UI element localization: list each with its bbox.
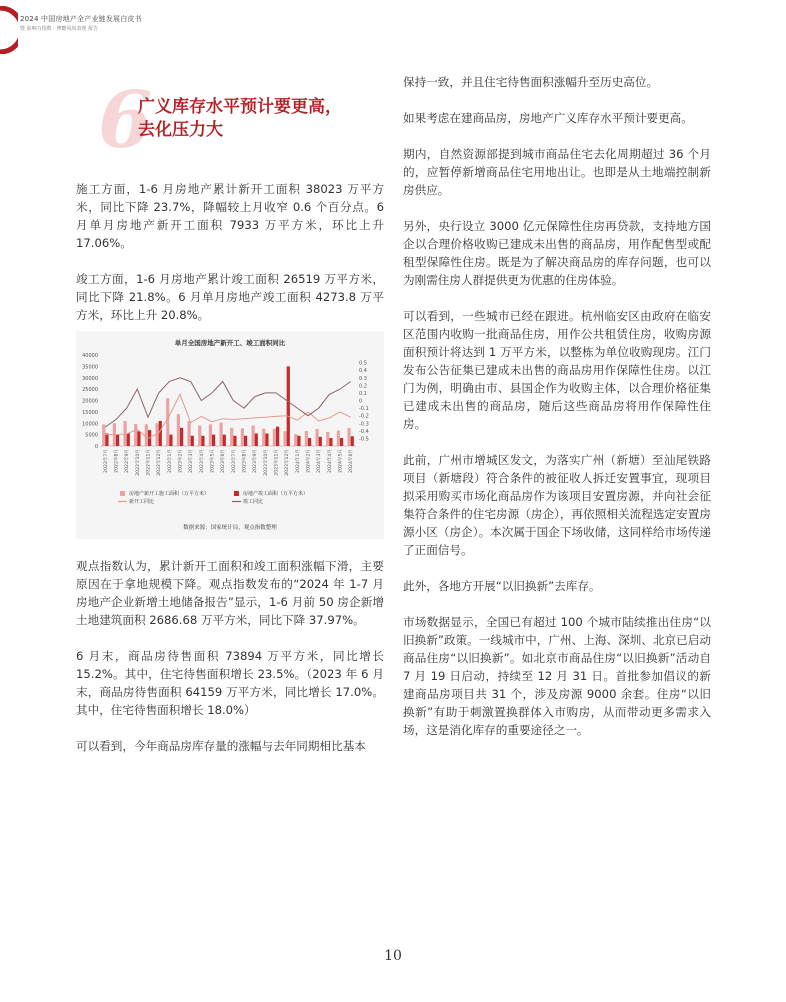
x-axis-tick-label: 2024年3月 — [317, 449, 323, 473]
right-axis-tick-label: -0.1 — [359, 406, 369, 413]
bar — [180, 428, 183, 446]
right-column — [403, 73, 711, 739]
x-axis-tick-label: 2023年7月 — [231, 449, 237, 473]
bar — [166, 398, 169, 446]
right-axis-tick-label: 0 — [359, 398, 363, 405]
bar — [294, 434, 297, 446]
x-axis-tick-label: 2024年2月 — [306, 449, 312, 473]
chart-source: 数据来源：国家统计局，观点指数整理 — [183, 525, 277, 531]
bar — [177, 414, 180, 446]
x-axis-tick-label: 2022年7月 — [103, 449, 109, 473]
bar — [297, 436, 300, 446]
x-axis-tick-label: 2023年10月 — [263, 449, 269, 476]
bar — [201, 436, 204, 446]
bar — [283, 431, 286, 446]
left-axis-tick-label: 15000 — [82, 409, 98, 416]
x-axis-tick-label: 2024年1月 — [295, 449, 301, 473]
right-axis-tick-label: 0.4 — [359, 368, 367, 375]
x-axis-tick-label: 2023年9月 — [253, 449, 259, 473]
section-title — [138, 96, 378, 142]
paragraph: 6 月末，商品房待售面积 73894 万平方米，同比增长 15.2%。其中，住宅待售面积增长 23.5%。（2023 年 6 月末，商品房待售面积 64159 万平方米，同比增长 17.0%。其中，住宅待售面积增长 18.0%） — [76, 649, 384, 717]
x-axis-tick-label: 2023年12月 — [285, 449, 291, 476]
bar — [127, 433, 130, 446]
left-axis-tick-label: 20000 — [82, 398, 98, 405]
bar — [191, 436, 194, 446]
x-axis-tick-label: 2023年6月 — [221, 449, 227, 473]
chart-title: 单月全国房地产新开工、竣工面积同比 — [174, 339, 286, 347]
x-axis-tick-label: 2024年5月 — [338, 449, 344, 473]
left-axis-tick-label: 30000 — [82, 375, 98, 382]
bar — [273, 429, 276, 446]
x-axis-tick-label: 2024年4月 — [327, 449, 333, 473]
left-axis-tick-label: 40000 — [82, 353, 98, 359]
header-subtitle: 暨 影响力指数 · 博鳌风尚表现 报告 — [20, 26, 98, 32]
legend-label: 房地产竣工面积（万平方米） — [243, 491, 309, 497]
x-axis-tick-label: 2024年6月 — [349, 449, 355, 473]
right-axis-tick-label: -0.2 — [359, 413, 369, 420]
bar — [326, 432, 329, 446]
bar — [319, 437, 322, 446]
paragraph: 另外，央行设立 3000 亿元保障性住房再贷款，支持地方国企以合理价格收购已建成未出售的商品房，用作配售型或配租型保障性住房。既是为了解决商品房的库存问题，也可以为刚需住房人群提供更为优惠的住房体验。 — [403, 219, 711, 287]
bar — [230, 428, 233, 446]
bar — [159, 421, 162, 446]
x-axis-tick-label: 2023年4月 — [199, 449, 205, 473]
paragraph: 施工方面，1-6 月房地产累计新开工面积 38023 万平方米，同比下降 23.7%，降幅较上月收窄 0.6 个百分点。6 月单月房地产新开工面积 7933 万平方米，环比上升 17.06%。 — [76, 182, 384, 250]
right-axis-tick-label: 0.2 — [359, 383, 367, 390]
bar — [329, 438, 332, 446]
x-axis-tick-label: 2022年11月 — [146, 449, 152, 476]
bar — [187, 421, 190, 446]
right-axis-tick-label: -0.5 — [359, 436, 369, 443]
left-axis-tick-label: 25000 — [82, 387, 98, 394]
bar — [262, 429, 265, 446]
bar — [233, 436, 236, 446]
right-axis-tick-label: -0.3 — [359, 421, 369, 428]
paragraph: 如果考虑在建商品房，房地产广义库存水平预计要更高。 — [403, 111, 693, 125]
bar — [137, 431, 140, 446]
paragraph: 此前，广州市增城区发文，为落实广州（新塘）至汕尾铁路项目（新塘段）符合条件的被征收人拆迁安置事宜，现项目拟采用购买市场化商品房作为该项目安置房源，并向社会征集符合条件的住宅房源（房企），再依照相关流程选定安置房源小区（房企）。本次属于国企下场收储，这同样给市场传递了正面信号。 — [403, 453, 711, 557]
bar — [315, 429, 318, 446]
bar — [116, 435, 119, 446]
legend-label: 竣工同比 — [243, 499, 264, 505]
section-number: 6 — [98, 75, 153, 166]
bar — [209, 424, 212, 446]
left-axis-tick-label: 10000 — [82, 421, 98, 428]
x-axis-tick-label: 2023年5月 — [210, 449, 216, 473]
legend-label: 房地产新开工施工面积（万平方米） — [129, 491, 210, 497]
x-axis-tick-label: 2022年8月 — [114, 449, 120, 473]
paragraph: 市场数据显示，全国已有超过 100 个城市陆续推出住房“以旧换新”政策。一线城市中，广州、上海、深圳、北京已启动商品住房“以旧换新”。如北京市商品住房“以旧换新”活动自 7 月 19 日启动，持续至 12 月 31 日。首批参加倡议的新建商品房项目共 31 个，涉及房源 9000 余套。住房“以旧换新”有助于刺激置换群体入市购房，从而带动更多需求入场，这是消化库存的重要途径之一。 — [403, 615, 711, 737]
bar — [265, 433, 268, 446]
right-axis-tick-label: 0.1 — [359, 390, 367, 397]
bar — [340, 438, 343, 446]
bar — [244, 436, 247, 446]
x-axis-tick-label: 2023年3月 — [189, 449, 195, 473]
x-axis-tick-label: 2022年12月 — [157, 449, 163, 476]
right-axis-tick-label: 0.5 — [359, 360, 367, 367]
paragraph: 可以看到，今年商品房库存量的涨幅与去年同期相比基本 — [76, 739, 366, 753]
chart-new-start-completion — [76, 331, 384, 539]
left-axis-tick-label: 0 — [94, 444, 98, 450]
x-axis-tick-label: 2023年1月 — [167, 449, 173, 473]
bar — [351, 436, 354, 446]
bar — [134, 424, 137, 446]
paragraph: 保持一致，并且住宅待售面积涨幅升至历史高位。 — [403, 75, 659, 89]
bar — [255, 433, 258, 446]
x-axis-tick-label: 2023年8月 — [242, 449, 248, 473]
bar — [105, 433, 108, 446]
paragraph: 此外，各地方开展“以旧换新”去库存。 — [403, 579, 601, 593]
bar — [308, 438, 311, 446]
legend-swatch — [120, 491, 125, 496]
bar — [305, 431, 308, 446]
x-axis-tick-label: 2022年9月 — [125, 449, 131, 473]
left-column-top — [76, 180, 384, 324]
bar — [169, 435, 172, 446]
report-logo — [0, 6, 18, 58]
paragraph: 期内，自然资源部提到城市商品住宅去化周期超过 36 个月的，应暂停新增商品住宅用地出让。也即是从土地端控制新房供应。 — [403, 147, 711, 197]
paragraph: 可以看到，一些城市已经在跟进。杭州临安区由政府在临安区范围内收购一批商品住房，用作公共租赁住房，收购房源面积预计将达到 1 万平方米，以整栋为单位收购现房。江门发布公告征集已建成未出售的商品房用作保障性住房。以江门为例，明确由市、县国企作为收购主体，以合理价格征集已建成未出售的商品房，随后这些商品房将用作保障性住房。 — [403, 309, 711, 431]
section-title-line1: 广义库存水平预计要更高， — [138, 97, 342, 117]
header-title: 2024 中国房地产全产业链发展白皮书 — [20, 15, 142, 23]
bar — [102, 424, 105, 446]
chart-svg — [76, 331, 384, 539]
left-axis-tick-label: 5000 — [85, 432, 98, 439]
bar — [223, 435, 226, 446]
x-axis-tick-label: 2023年11月 — [274, 449, 280, 476]
x-axis-tick-label: 2022年10月 — [135, 449, 141, 476]
bar — [337, 431, 340, 446]
legend-swatch — [234, 491, 239, 496]
right-axis-tick-label: -0.4 — [359, 428, 369, 435]
x-axis-tick-label: 2023年2月 — [178, 449, 184, 473]
bar — [347, 428, 350, 446]
legend-label: 新开工同比 — [129, 499, 155, 505]
right-axis-tick-label: 0.3 — [359, 375, 367, 382]
bar — [219, 423, 222, 446]
bar — [276, 427, 279, 446]
left-column-bottom — [76, 557, 384, 755]
bar — [241, 428, 244, 446]
paragraph: 竣工方面，1-6 月房地产累计竣工面积 26519 万平方米，同比下降 21.8%。6 月单月房地产竣工面积 4273.8 万平方米，环比上升 20.8%。 — [76, 272, 384, 322]
section-title-line2: 去化压力大 — [138, 120, 223, 140]
paragraph: 观点指数认为，累计新开工面积和竣工面积涨幅下滑，主要原因在于拿地规模下降。观点指数发布的“2024 年 1-7 月房地产企业新增土地储备报告”显示，1-6 月前 50 房企新增土地建筑面积 2686.68 万平方米，同比下降 37.97%。 — [76, 559, 384, 627]
bar — [145, 424, 148, 446]
left-axis-tick-label: 35000 — [82, 364, 98, 371]
page-number: 10 — [384, 948, 402, 964]
bar — [212, 435, 215, 446]
bar — [287, 366, 290, 446]
bar — [198, 426, 201, 446]
bar — [251, 426, 254, 446]
